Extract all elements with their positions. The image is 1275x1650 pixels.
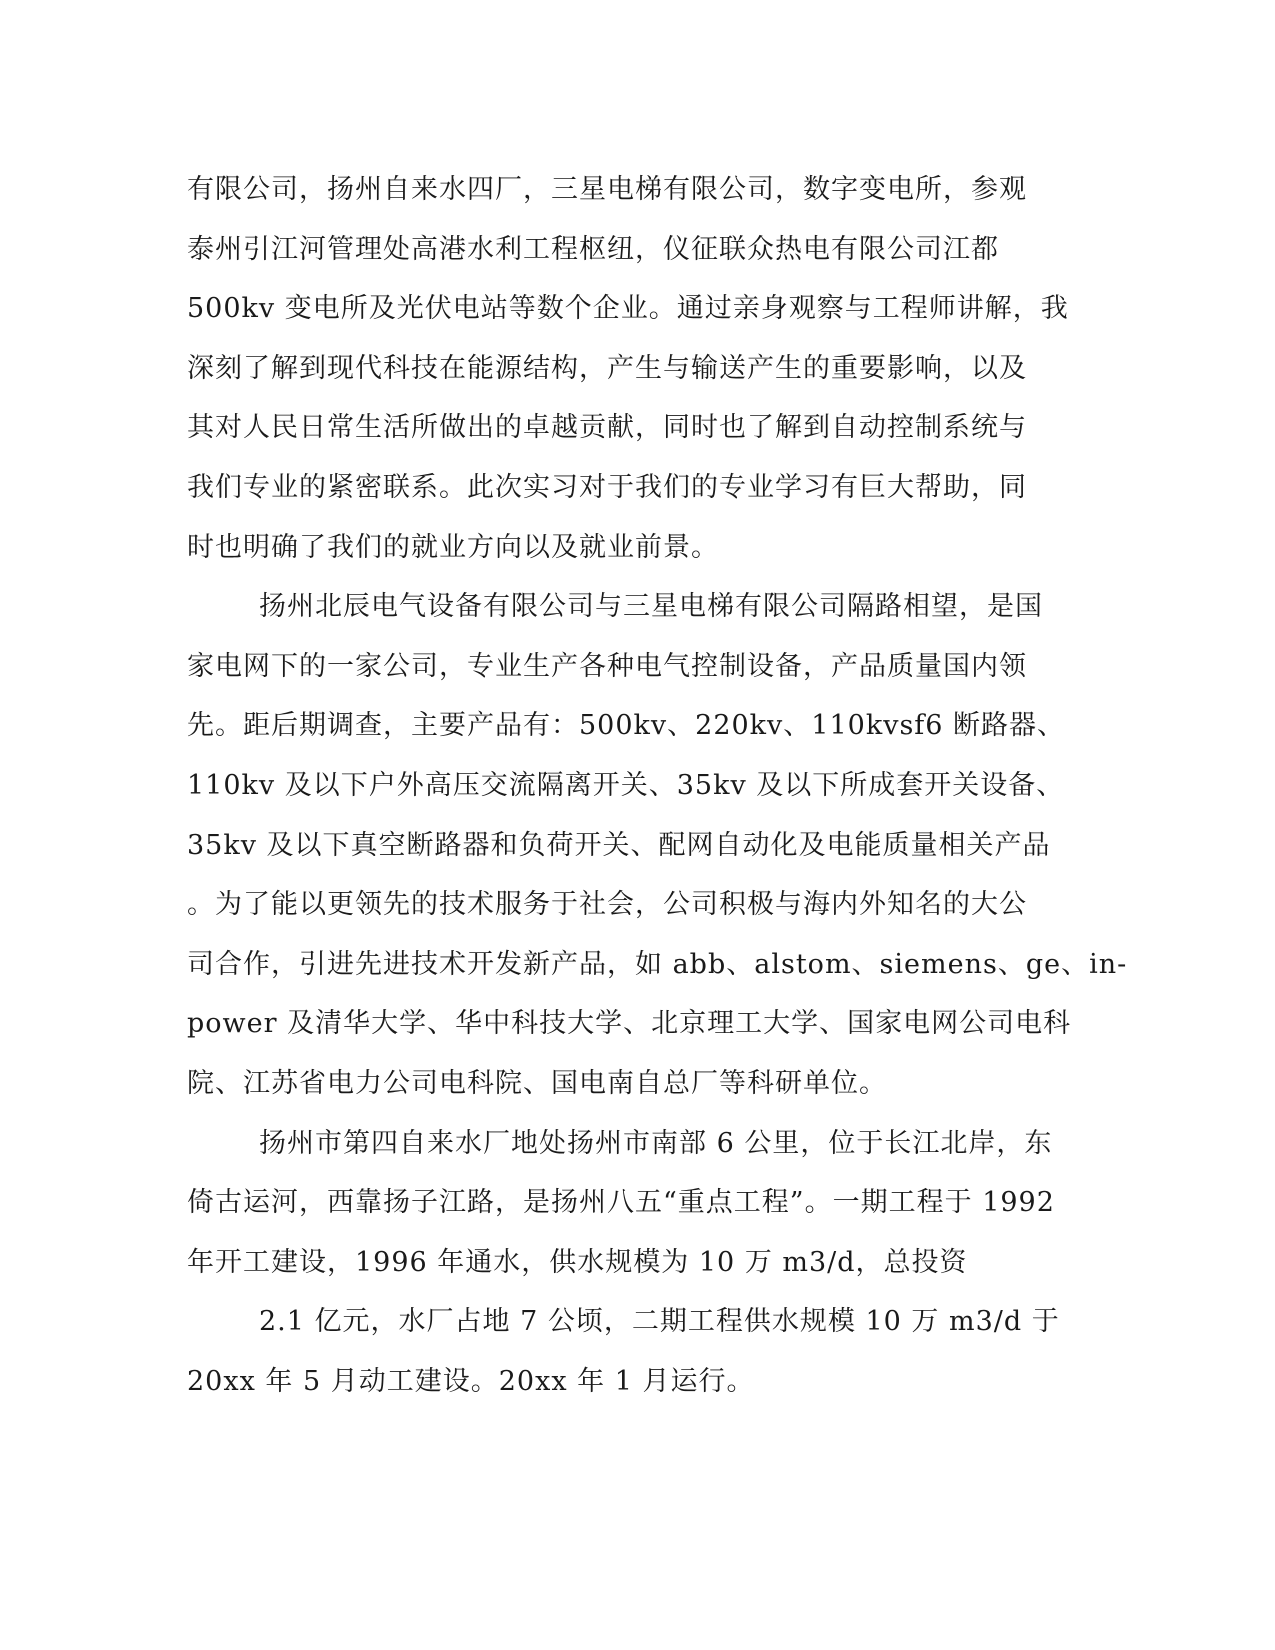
text-line-9: 家电网下的一家公司，专业生产各种电气控制设备，产品质量国内领 bbox=[187, 650, 1027, 682]
text-line-19: 年开工建设，1996 年通水，供水规模为 10 万 m3/d，总投资 bbox=[187, 1246, 968, 1278]
text-line-2: 泰州引江河管理处高港水利工程枢纽，仪征联众热电有限公司江都 bbox=[187, 233, 999, 265]
text-line-13: 。为了能以更领先的技术服务于社会，公司积极与海内外知名的大公 bbox=[187, 889, 1027, 921]
text-line-4: 深刻了解到现代科技在能源结构，产生与输送产生的重要影响，以及 bbox=[187, 352, 1027, 384]
text-line-17: 扬州市第四自来水厂地处扬州市南部 6 公里，位于长江北岸，东 bbox=[259, 1127, 1053, 1159]
text-line-6: 我们专业的紧密联系。此次实习对于我们的专业学习有巨大帮助，同 bbox=[187, 471, 1027, 503]
text-line-14: 司合作，引进先进技术开发新产品，如 abb、alstom、siemens、ge、in- bbox=[187, 948, 1128, 980]
text-line-3: 500kv 变电所及光伏电站等数个企业。通过亲身观察与工程师讲解，我 bbox=[187, 293, 1069, 325]
text-line-12: 35kv 及以下真空断路器和负荷开关、配网自动化及电能质量相关产品 bbox=[187, 829, 1051, 861]
text-line-20: 2.1 亿元，水厂占地 7 公顷，二期工程供水规模 10 万 m3/d 于 bbox=[259, 1306, 1060, 1338]
text-line-7: 时也明确了我们的就业方向以及就业前景。 bbox=[187, 531, 719, 563]
text-line-11: 110kv 及以下户外高压交流隔离开关、35kv 及以下所成套开关设备、 bbox=[187, 769, 1065, 801]
text-line-18: 倚古运河，西靠扬子江路，是扬州八五“重点工程”。一期工程于 1992 bbox=[187, 1187, 1055, 1219]
text-line-21: 20xx 年 5 月动工建设。20xx 年 1 月运行。 bbox=[187, 1365, 755, 1397]
text-line-8: 扬州北辰电气设备有限公司与三星电梯有限公司隔路相望，是国 bbox=[259, 591, 1043, 623]
document-body bbox=[187, 160, 1128, 1411]
text-line-10: 先。距后期调查，主要产品有：500kv、220kv、110kvsf6 断路器、 bbox=[187, 710, 1066, 742]
text-line-1: 有限公司，扬州自来水四厂，三星电梯有限公司，数字变电所，参观 bbox=[187, 174, 1027, 205]
text-line-15: power 及清华大学、华中科技大学、北京理工大学、国家电网公司电科 bbox=[187, 1008, 1072, 1040]
text-line-5: 其对人民日常生活所做出的卓越贡献，同时也了解到自动控制系统与 bbox=[187, 412, 1027, 444]
text-line-16: 院、江苏省电力公司电科院、国电南自总厂等科研单位。 bbox=[187, 1067, 887, 1099]
